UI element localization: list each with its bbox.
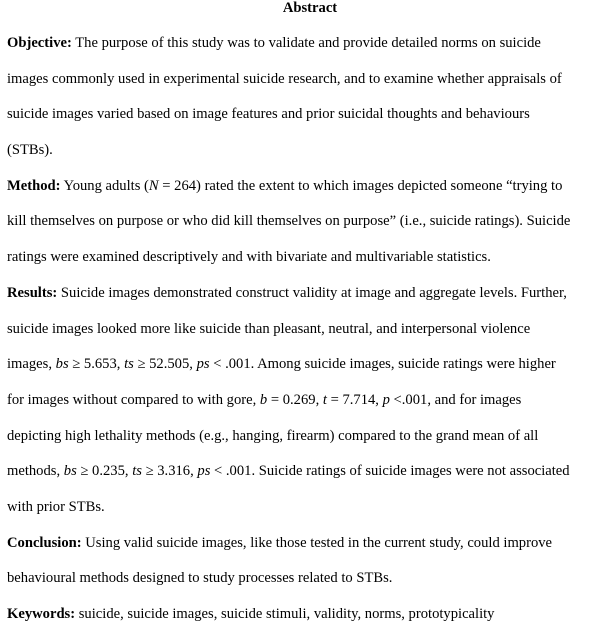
- results-line-2: suicide images looked more like suicide than pleasant, neutral, and interpersonal violence: [7, 321, 531, 337]
- results-line-1: Results: Suicide images demonstrated construct validity at image and aggregate levels. Further,: [7, 285, 567, 301]
- results-line-5: depicting high lethality methods (e.g., hanging, firearm) compared to the grand mean of all: [7, 428, 539, 444]
- results-line-6: methods, bs ≥ 0.235, ts ≥ 3.316, ps < .001. Suicide ratings of suicide images were not associated: [7, 463, 570, 479]
- method-line-2: kill themselves on purpose or who did kill themselves on purpose” (i.e., suicide ratings). Suicide: [7, 213, 571, 229]
- abstract-heading: Abstract: [282, 0, 338, 16]
- results-line-7: with prior STBs.: [7, 499, 105, 515]
- keywords-label: Keywords:: [7, 606, 76, 622]
- results-line-4: for images without compared to with gore, b = 0.269, t = 7.714, p <.001, and for images: [7, 392, 522, 408]
- conclusion-line-1: Conclusion: Using valid suicide images, like those tested in the current study, could improve: [7, 535, 553, 551]
- results-label: Results:: [7, 285, 58, 301]
- objective-line-3: suicide images varied based on image features and prior suicidal thoughts and behaviours: [7, 106, 530, 122]
- results-line-3: images, bs ≥ 5.653, ts ≥ 52.505, ps < .001. Among suicide images, suicide ratings were higher: [7, 356, 556, 372]
- keywords-line: [7, 606, 494, 622]
- method-label: Method:: [7, 178, 61, 194]
- conclusion-line-2: behavioural methods designed to study processes related to STBs.: [7, 570, 393, 586]
- method-line-3: ratings were examined descriptively and with bivariate and multivariable statistics.: [7, 249, 491, 265]
- objective-label: Objective:: [7, 35, 72, 51]
- objective-line-2: images commonly used in experimental suicide research, and to examine whether appraisals of: [7, 71, 562, 87]
- keywords-text: suicide, suicide images, suicide stimuli, validity, norms, prototypicality: [75, 606, 495, 622]
- objective-line-4: (STBs).: [7, 142, 53, 158]
- conclusion-label: Conclusion:: [7, 535, 82, 551]
- objective-line-1: Objective: The purpose of this study was to validate and provide detailed norms on suicide: [7, 35, 541, 51]
- method-line-1: Method: Young adults (N = 264) rated the extent to which images depicted someone “trying to: [7, 178, 563, 194]
